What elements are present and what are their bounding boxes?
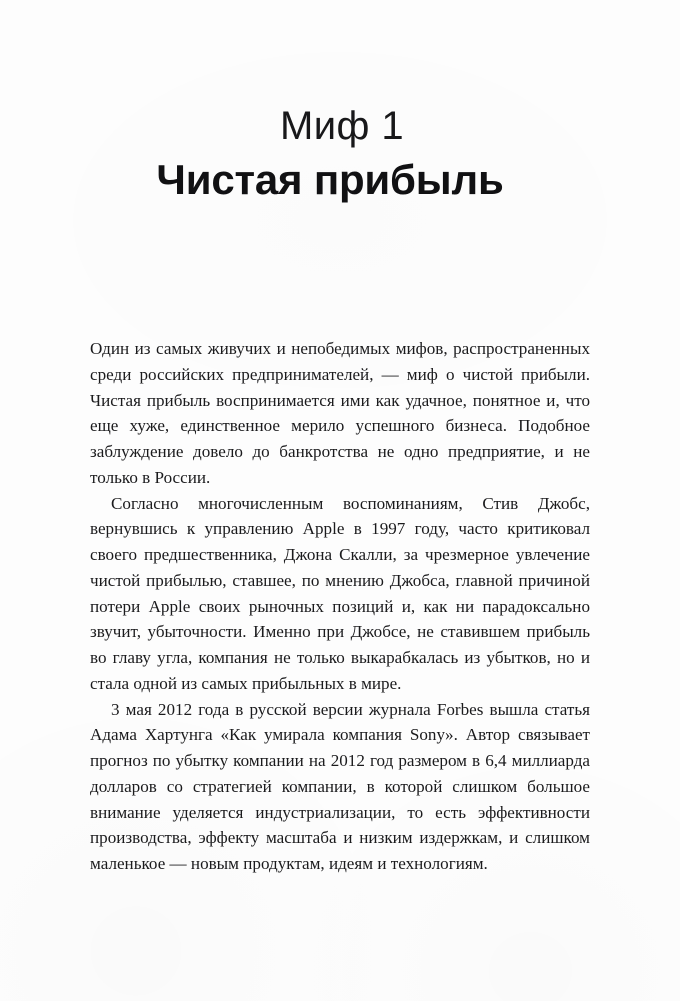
paragraph: 3 мая 2012 года в русской версии журнала Forbes вышла статья Адама Хартунга «Как умирала компания Sony». Автор связывает прогноз по убытку компании на 2012 год размером в 6,4 миллиарда долларов со стратегией компании, в которой слишком большое внимание уделяется индустриализации, то есть эффективности производства, эффекту масштаба и низким издержкам, и слишком маленькое — новым продуктам, идеям и технологиям. xyxy=(90,699,590,873)
chapter-number: Миф 1 xyxy=(280,104,404,148)
paragraph: Один из самых живучих и непобедимых мифов, распространенных среди российских предпринимателей, — миф о чистой прибыли. Чистая прибыль воспринимается ими как удачное, понятное и, что еще хуже, единственное мерило успешного бизнеса. Подобное заблуждение довело до банкротства не одно предприятие, и не только в России. xyxy=(90,339,590,487)
chapter-heading xyxy=(0,103,680,205)
body-text xyxy=(90,336,590,877)
paragraph: Согласно многочисленным воспоминаниям, Стив Джобс, вернувшись к управлению Apple в 1997 году, часто критиковал своего предшественника, Джона Скалли, за чрезмерное увлечение чистой прибылью, ставшее, по мнению Джобса, главной причиной потери Apple своих рыночных позиций и, как ни парадоксально звучит, убыточности. Именно при Джобсе, не ставившем прибыль во главу угла, компания не только выкарабкалась из убытков, но и стала одной из самых прибыльных в мире. xyxy=(90,493,590,693)
chapter-title: Чистая прибыль xyxy=(156,156,504,203)
